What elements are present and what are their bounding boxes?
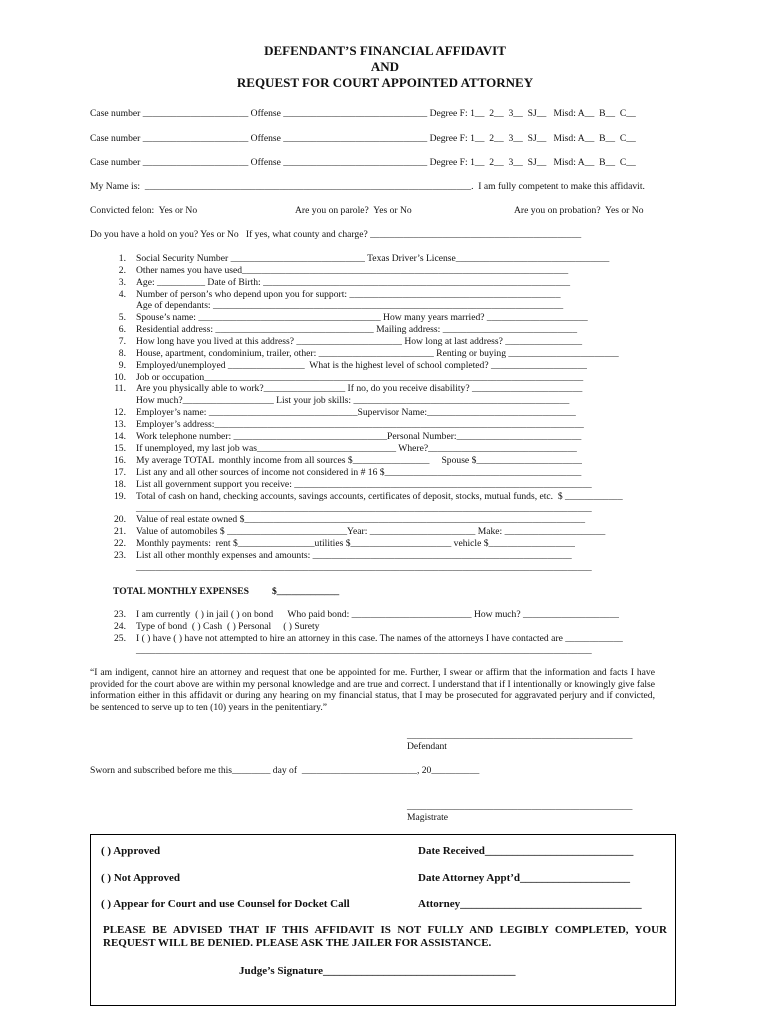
item-field[interactable]: My average TOTAL monthly income from all sources $________________ Spouse $______________________ <box>136 455 582 466</box>
court-use-box <box>90 834 676 1006</box>
item-number: 13. <box>114 419 126 430</box>
item-number: 9. <box>118 360 126 371</box>
form-title-conjunction: AND <box>370 59 400 74</box>
item-field[interactable]: Are you physically able to work?_________________ If no, do you receive disability? _______________________ <box>136 383 583 394</box>
case-number-line-3[interactable]: Case number ______________________ Offense ______________________________ Degree F: 1__ 2__ 3__ SJ__ Misd: A__ B__ C__ <box>90 157 636 168</box>
item-field[interactable]: List all government support you receive: ______________________________________________________________ <box>136 479 592 490</box>
item-field[interactable]: _______________________________________________________________________________________________ <box>136 562 592 573</box>
item-number: 18. <box>114 479 126 490</box>
completion-warning: PLEASE BE ADVISED THAT IF THIS AFFIDAVIT IS NOT FULLY AND LEGIBLY COMPLETED, YOUR REQUEST WILL BE DENIED. PLEASE ASK THE JAILER FOR ASSISTANCE. <box>103 924 667 949</box>
attorney-field[interactable]: Attorney_________________________________ <box>418 898 642 910</box>
item-number: 2. <box>118 265 126 276</box>
item-field[interactable]: How much?___________________ List your job skills: _____________________________________________ <box>136 395 570 406</box>
appear-for-court-checkbox[interactable]: ( ) Appear for Court and use Counsel for Docket Call <box>101 898 350 910</box>
item-number: 15. <box>114 443 126 454</box>
item-number: 3. <box>118 277 126 288</box>
item-number: 16. <box>114 455 126 466</box>
item-field[interactable]: List all other monthly expenses and amounts: ______________________________________________________ <box>136 550 572 561</box>
date-attorney-appointed-field[interactable]: Date Attorney Appt’d____________________ <box>418 872 631 884</box>
item-field[interactable]: How long have you lived at this address? ______________________ How long at last address? ________________ <box>136 336 583 347</box>
item-number: 19. <box>114 491 126 502</box>
item-field[interactable]: Age of dependants: _________________________________________________________________________ <box>136 300 564 311</box>
not-approved-checkbox[interactable]: ( ) Not Approved <box>101 872 180 884</box>
item-field[interactable]: Spouse’s name: ______________________________________ How many years married? _____________________ <box>136 312 588 323</box>
sworn-subscribed-line[interactable]: Sworn and subscribed before me this________ day of ________________________, 20__________ <box>90 765 480 776</box>
item-field[interactable]: Total of cash on hand, checking accounts, savings accounts, certificates of deposit, stocks, mutual funds, etc. $ ____________ <box>136 491 623 502</box>
item-number: 10. <box>114 372 126 383</box>
convicted-felon-question[interactable]: Convicted felon: Yes or No <box>90 205 198 216</box>
item-number: 23. <box>114 550 126 561</box>
item-field[interactable]: _______________________________________________________________________________________________ <box>136 503 592 514</box>
item-number: 11. <box>114 383 126 394</box>
total-expenses-label: TOTAL MONTHLY EXPENSES <box>113 586 249 597</box>
item-field[interactable]: Other names you have used____________________________________________________________________ <box>136 265 569 276</box>
defendant-label: Defendant <box>407 741 447 752</box>
date-received-field[interactable]: Date Received___________________________ <box>418 845 634 857</box>
item-number: 5. <box>118 312 126 323</box>
item-number: 21. <box>114 526 126 537</box>
item-field[interactable]: Value of real estate owned $_______________________________________________________________________ <box>136 514 585 525</box>
item-field[interactable]: List any and all other sources of income not considered in # 16 $_________________________________________ <box>136 467 582 478</box>
name-field[interactable]: My Name is: ____________________________________________________________________. I am fully competent to make this affidavit. <box>90 181 645 192</box>
item-field[interactable]: Job or occupation_______________________________________________________________________________ <box>136 372 584 383</box>
item-number: 7. <box>118 336 126 347</box>
item-field[interactable]: Monthly payments: rent $________________utilities $_____________________ vehicle $__________________ <box>136 538 575 549</box>
item-field[interactable]: Residential address: _________________________________ Mailing address: ____________________________ <box>136 324 578 335</box>
item-field[interactable]: Work telephone number: ________________________________Personal Number:__________________________ <box>136 431 582 442</box>
item-number: 24. <box>114 621 126 632</box>
item-field[interactable]: Number of person’s who depend upon you for support: ____________________________________________ <box>136 289 561 300</box>
hold-question[interactable]: Do you have a hold on you? Yes or No If yes, what county and charge? ____________________________________________ <box>90 229 582 240</box>
total-expenses-field[interactable]: $_____________ <box>272 586 340 597</box>
oath-statement: “I am indigent, cannot hire an attorney and request that one be appointed for me. Further, I swear or affirm that the information and facts I have provided for the court above are within my personal knowledge and are true and correct. I understand that if I intentionally or knowingly give false information either in this affidavit or during any hearing on my financial status, that I may be prosecuted for aggravated perjury and if convicted, be sentenced to serve up to ten (10) years in the penitentiary.” <box>90 667 655 713</box>
defendant-signature-line[interactable]: _______________________________________________ <box>407 730 633 741</box>
item-number: 25. <box>114 633 126 644</box>
item-field[interactable]: Type of bond ( ) Cash ( ) Personal ( ) Surety <box>136 621 320 632</box>
item-field[interactable]: Social Security Number ____________________________ Texas Driver’s License________________________________ <box>136 253 610 264</box>
item-number: 6. <box>118 324 126 335</box>
magistrate-label: Magistrate <box>407 812 449 823</box>
item-field[interactable]: Value of automobiles $ _________________________Year: ______________________ Make: _____________________ <box>136 526 606 537</box>
item-number: 20. <box>114 514 126 525</box>
item-field[interactable]: Employed/unemployed ________________ What is the highest level of school completed? ____________________ <box>136 360 587 371</box>
item-field[interactable]: Employer’s address:_____________________________________________________________________________ <box>136 419 584 430</box>
item-number: 1. <box>118 253 126 264</box>
item-field[interactable]: If unemployed, my last job was_____________________________ Where?_______________________________ <box>136 443 577 454</box>
item-number: 22. <box>114 538 126 549</box>
probation-question[interactable]: Are you on probation? Yes or No <box>514 205 644 216</box>
item-number: 23. <box>114 609 126 620</box>
item-field[interactable]: _______________________________________________________________________________________________ <box>136 645 592 656</box>
item-field[interactable]: I ( ) have ( ) have not attempted to hire an attorney in this case. The names of the attorneys I have contacted are ____________ <box>136 633 623 644</box>
case-number-line-1[interactable]: Case number ______________________ Offense ______________________________ Degree F: 1__ 2__ 3__ SJ__ Misd: A__ B__ C__ <box>90 108 636 119</box>
item-number: 8. <box>118 348 126 359</box>
judge-signature-field[interactable]: Judge’s Signature___________________________________ <box>239 965 516 977</box>
approved-checkbox[interactable]: ( ) Approved <box>101 845 161 857</box>
form-title: DEFENDANT’S FINANCIAL AFFIDAVIT <box>264 43 506 58</box>
case-number-line-2[interactable]: Case number ______________________ Offense ______________________________ Degree F: 1__ 2__ 3__ SJ__ Misd: A__ B__ C__ <box>90 133 636 144</box>
parole-question[interactable]: Are you on parole? Yes or No <box>295 205 412 216</box>
item-number: 12. <box>114 407 126 418</box>
item-field[interactable]: House, apartment, condominium, trailer, other: ________________________ Renting or buying _______________________ <box>136 348 619 359</box>
magistrate-signature-line[interactable]: _______________________________________________ <box>407 801 633 812</box>
item-field[interactable]: Employer’s name: _______________________________Supervisor Name:_______________________________ <box>136 407 576 418</box>
item-field[interactable]: I am currently ( ) in jail ( ) on bond Who paid bond: _________________________ How much? ____________________ <box>136 609 619 620</box>
item-number: 17. <box>114 467 126 478</box>
item-number: 4. <box>118 289 126 300</box>
item-field[interactable]: Age: __________ Date of Birth: ________________________________________________________________ <box>136 277 571 288</box>
form-subtitle: REQUEST FOR COURT APPOINTED ATTORNEY <box>236 75 534 90</box>
item-number: 14. <box>114 431 126 442</box>
